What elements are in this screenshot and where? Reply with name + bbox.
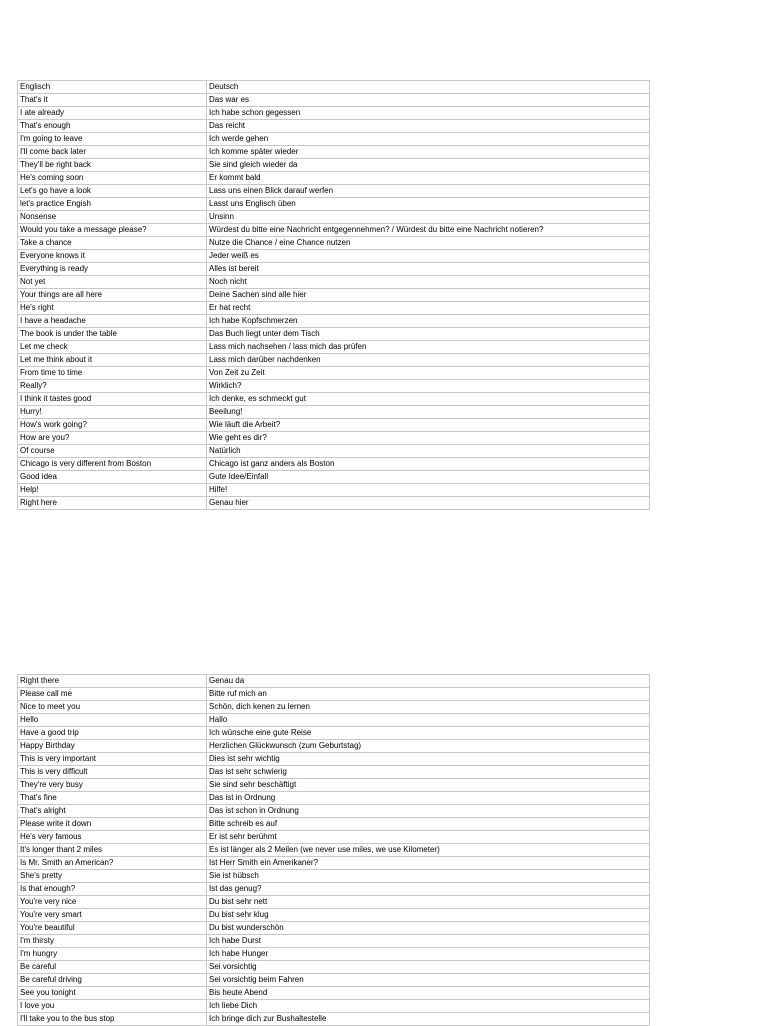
table-row bbox=[18, 250, 650, 263]
english-cell: Let me think about it bbox=[18, 354, 207, 367]
table-row bbox=[18, 81, 650, 94]
english-cell: I'm hungry bbox=[18, 948, 207, 961]
german-cell: Sie ist hübsch bbox=[207, 870, 650, 883]
english-cell: That's fine bbox=[18, 792, 207, 805]
german-cell: Wirklich? bbox=[207, 380, 650, 393]
english-cell: Really? bbox=[18, 380, 207, 393]
german-cell: Lasst uns Englisch üben bbox=[207, 198, 650, 211]
table-row bbox=[18, 198, 650, 211]
german-cell: Er hat recht bbox=[207, 302, 650, 315]
german-cell: Das reicht bbox=[207, 120, 650, 133]
english-cell: Chicago is very different from Boston bbox=[18, 458, 207, 471]
english-cell: It's longer thant 2 miles bbox=[18, 844, 207, 857]
english-cell: Everything is ready bbox=[18, 263, 207, 276]
table-row bbox=[18, 211, 650, 224]
english-cell: I'm thirsty bbox=[18, 935, 207, 948]
english-cell: Take a chance bbox=[18, 237, 207, 250]
table-row bbox=[18, 714, 650, 727]
german-cell: Bis heute Abend bbox=[207, 987, 650, 1000]
table-row bbox=[18, 341, 650, 354]
english-cell: Right here bbox=[18, 497, 207, 510]
german-cell: Ich komme später wieder bbox=[207, 146, 650, 159]
table-row bbox=[18, 857, 650, 870]
english-cell: Let's go have a look bbox=[18, 185, 207, 198]
english-cell: Hurry! bbox=[18, 406, 207, 419]
table-row bbox=[18, 701, 650, 714]
english-cell: Everyone knows it bbox=[18, 250, 207, 263]
table-row bbox=[18, 753, 650, 766]
table-row bbox=[18, 675, 650, 688]
table-row bbox=[18, 471, 650, 484]
table-row bbox=[18, 263, 650, 276]
phrase-table-body bbox=[18, 81, 650, 510]
english-cell: This is very difficult bbox=[18, 766, 207, 779]
table-row bbox=[18, 805, 650, 818]
english-cell: That's it bbox=[18, 94, 207, 107]
german-cell: Hallo bbox=[207, 714, 650, 727]
german-cell: Er kommt bald bbox=[207, 172, 650, 185]
english-cell: I'll take you to the bus stop bbox=[18, 1013, 207, 1026]
german-cell: Schön, dich kenen zu lernen bbox=[207, 701, 650, 714]
german-cell: Ist das genug? bbox=[207, 883, 650, 896]
phrase-table-bottom bbox=[17, 674, 650, 1026]
english-cell: Is that enough? bbox=[18, 883, 207, 896]
german-cell: Ich bringe dich zur Bushaltestelle bbox=[207, 1013, 650, 1026]
english-cell: Be careful bbox=[18, 961, 207, 974]
german-cell: Wie läuft die Arbeit? bbox=[207, 419, 650, 432]
english-cell: I think it tastes good bbox=[18, 393, 207, 406]
table-row bbox=[18, 688, 650, 701]
german-cell: Lass uns einen Blick darauf werfen bbox=[207, 185, 650, 198]
english-cell: See you tonight bbox=[18, 987, 207, 1000]
table-row bbox=[18, 792, 650, 805]
german-cell: Ich liebe Dich bbox=[207, 1000, 650, 1013]
english-cell: You're very nice bbox=[18, 896, 207, 909]
english-cell: Hello bbox=[18, 714, 207, 727]
table-row bbox=[18, 818, 650, 831]
german-cell: Das ist sehr schwierig bbox=[207, 766, 650, 779]
german-cell: Es ist länger als 2 Meilen (we never use miles, we use Kilometer) bbox=[207, 844, 650, 857]
german-cell: Sie sind gleich wieder da bbox=[207, 159, 650, 172]
english-cell: This is very important bbox=[18, 753, 207, 766]
table-row bbox=[18, 497, 650, 510]
table-row bbox=[18, 935, 650, 948]
german-cell: Jeder weiß es bbox=[207, 250, 650, 263]
german-cell: Genau da bbox=[207, 675, 650, 688]
german-cell: Alles ist bereit bbox=[207, 263, 650, 276]
table-row bbox=[18, 766, 650, 779]
table-row bbox=[18, 432, 650, 445]
english-cell: Please write it down bbox=[18, 818, 207, 831]
german-cell: Natürlich bbox=[207, 445, 650, 458]
german-cell: Er ist sehr berühmt bbox=[207, 831, 650, 844]
table-row bbox=[18, 987, 650, 1000]
table-row bbox=[18, 328, 650, 341]
table-row bbox=[18, 406, 650, 419]
german-cell: Würdest du bitte eine Nachricht entgegennehmen? / Würdest du bitte eine Nachricht notieren? bbox=[207, 224, 650, 237]
german-cell: Herzlichen Glückwunsch (zum Geburtstag) bbox=[207, 740, 650, 753]
phrase-table-body bbox=[18, 675, 650, 1026]
english-cell: You're very smart bbox=[18, 909, 207, 922]
german-cell: Ich habe Hunger bbox=[207, 948, 650, 961]
table-row bbox=[18, 237, 650, 250]
german-cell: Das ist schon in Ordnung bbox=[207, 805, 650, 818]
english-cell: Of course bbox=[18, 445, 207, 458]
english-cell: Help! bbox=[18, 484, 207, 497]
german-cell: Nutze die Chance / eine Chance nutzen bbox=[207, 237, 650, 250]
german-cell: Sei vorsichtig bbox=[207, 961, 650, 974]
german-cell: Noch nicht bbox=[207, 276, 650, 289]
table-row bbox=[18, 727, 650, 740]
table-row bbox=[18, 185, 650, 198]
german-cell: Deine Sachen sind alle hier bbox=[207, 289, 650, 302]
german-cell: Gute Idee/Einfall bbox=[207, 471, 650, 484]
table-row bbox=[18, 1000, 650, 1013]
table-row bbox=[18, 146, 650, 159]
english-cell: Let me check bbox=[18, 341, 207, 354]
english-cell: Good idea bbox=[18, 471, 207, 484]
german-cell: Deutsch bbox=[207, 81, 650, 94]
english-cell: They'll be right back bbox=[18, 159, 207, 172]
table-row bbox=[18, 94, 650, 107]
table-row bbox=[18, 289, 650, 302]
english-cell: I'll come back later bbox=[18, 146, 207, 159]
german-cell: Das ist in Ordnung bbox=[207, 792, 650, 805]
german-cell: Lass mich darüber nachdenken bbox=[207, 354, 650, 367]
english-cell: Happy Birthday bbox=[18, 740, 207, 753]
german-cell: Du bist sehr nett bbox=[207, 896, 650, 909]
german-cell: Du bist wunderschön bbox=[207, 922, 650, 935]
english-cell: Englisch bbox=[18, 81, 207, 94]
german-cell: Wie geht es dir? bbox=[207, 432, 650, 445]
english-cell: I'm going to leave bbox=[18, 133, 207, 146]
german-cell: Von Zeit zu Zeit bbox=[207, 367, 650, 380]
english-cell: He's coming soon bbox=[18, 172, 207, 185]
english-cell: You're beautiful bbox=[18, 922, 207, 935]
english-cell: From time to time bbox=[18, 367, 207, 380]
english-cell: Be careful driving bbox=[18, 974, 207, 987]
english-cell: Your things are all here bbox=[18, 289, 207, 302]
english-cell: Nonsense bbox=[18, 211, 207, 224]
table-row bbox=[18, 315, 650, 328]
german-cell: Bitte ruf mich an bbox=[207, 688, 650, 701]
german-cell: Ich denke, es schmeckt gut bbox=[207, 393, 650, 406]
german-cell: Ist Herr Smith ein Amerikaner? bbox=[207, 857, 650, 870]
table-row bbox=[18, 484, 650, 497]
english-cell: Nice to meet you bbox=[18, 701, 207, 714]
table-row bbox=[18, 961, 650, 974]
english-cell: He's very famous bbox=[18, 831, 207, 844]
german-cell: Hilfe! bbox=[207, 484, 650, 497]
table-row bbox=[18, 120, 650, 133]
english-cell: She's pretty bbox=[18, 870, 207, 883]
table-row bbox=[18, 133, 650, 146]
english-cell: Have a good trip bbox=[18, 727, 207, 740]
table-row bbox=[18, 740, 650, 753]
german-cell: Ich wünsche eine gute Reise bbox=[207, 727, 650, 740]
table-row bbox=[18, 380, 650, 393]
english-cell: That's alright bbox=[18, 805, 207, 818]
table-row bbox=[18, 896, 650, 909]
table-row bbox=[18, 445, 650, 458]
table-row bbox=[18, 883, 650, 896]
english-cell: Right there bbox=[18, 675, 207, 688]
english-cell: They're very busy bbox=[18, 779, 207, 792]
german-cell: Ich habe Kopfschmerzen bbox=[207, 315, 650, 328]
table-row bbox=[18, 224, 650, 237]
table-row bbox=[18, 107, 650, 120]
table-row bbox=[18, 779, 650, 792]
german-cell: Chicago ist ganz anders als Boston bbox=[207, 458, 650, 471]
english-cell: How's work going? bbox=[18, 419, 207, 432]
english-cell: I have a headache bbox=[18, 315, 207, 328]
table-row bbox=[18, 974, 650, 987]
table-row bbox=[18, 172, 650, 185]
english-cell: I ate already bbox=[18, 107, 207, 120]
german-cell: Das war es bbox=[207, 94, 650, 107]
table-row bbox=[18, 276, 650, 289]
english-cell: Not yet bbox=[18, 276, 207, 289]
table-row bbox=[18, 909, 650, 922]
german-cell: Unsinn bbox=[207, 211, 650, 224]
english-cell: Would you take a message please? bbox=[18, 224, 207, 237]
english-cell: I love you bbox=[18, 1000, 207, 1013]
german-cell: Genau hier bbox=[207, 497, 650, 510]
german-cell: Sei vorsichtig beim Fahren bbox=[207, 974, 650, 987]
phrase-table-top bbox=[17, 80, 650, 510]
table-row bbox=[18, 922, 650, 935]
table-row bbox=[18, 302, 650, 315]
table-row bbox=[18, 354, 650, 367]
german-cell: Sie sind sehr beschäftigt bbox=[207, 779, 650, 792]
german-cell: Ich habe Durst bbox=[207, 935, 650, 948]
german-cell: Bitte schreib es auf bbox=[207, 818, 650, 831]
table-row bbox=[18, 419, 650, 432]
german-cell: Beeilung! bbox=[207, 406, 650, 419]
table-row bbox=[18, 458, 650, 471]
german-cell: Dies ist sehr wichtig bbox=[207, 753, 650, 766]
english-cell: He's right bbox=[18, 302, 207, 315]
table-row bbox=[18, 870, 650, 883]
english-cell: How are you? bbox=[18, 432, 207, 445]
table-row bbox=[18, 844, 650, 857]
german-cell: Ich habe schon gegessen bbox=[207, 107, 650, 120]
german-cell: Das Buch liegt unter dem Tisch bbox=[207, 328, 650, 341]
english-cell: Please call me bbox=[18, 688, 207, 701]
table-row bbox=[18, 367, 650, 380]
english-cell: That's enough bbox=[18, 120, 207, 133]
table-row bbox=[18, 948, 650, 961]
table-row bbox=[18, 831, 650, 844]
english-cell: The book is under the table bbox=[18, 328, 207, 341]
english-cell: let's practice Engish bbox=[18, 198, 207, 211]
table-row bbox=[18, 393, 650, 406]
german-cell: Du bist sehr klug bbox=[207, 909, 650, 922]
german-cell: Lass mich nachsehen / lass mich das prüfen bbox=[207, 341, 650, 354]
german-cell: Ich werde gehen bbox=[207, 133, 650, 146]
english-cell: Is Mr. Smith an American? bbox=[18, 857, 207, 870]
table-row bbox=[18, 159, 650, 172]
